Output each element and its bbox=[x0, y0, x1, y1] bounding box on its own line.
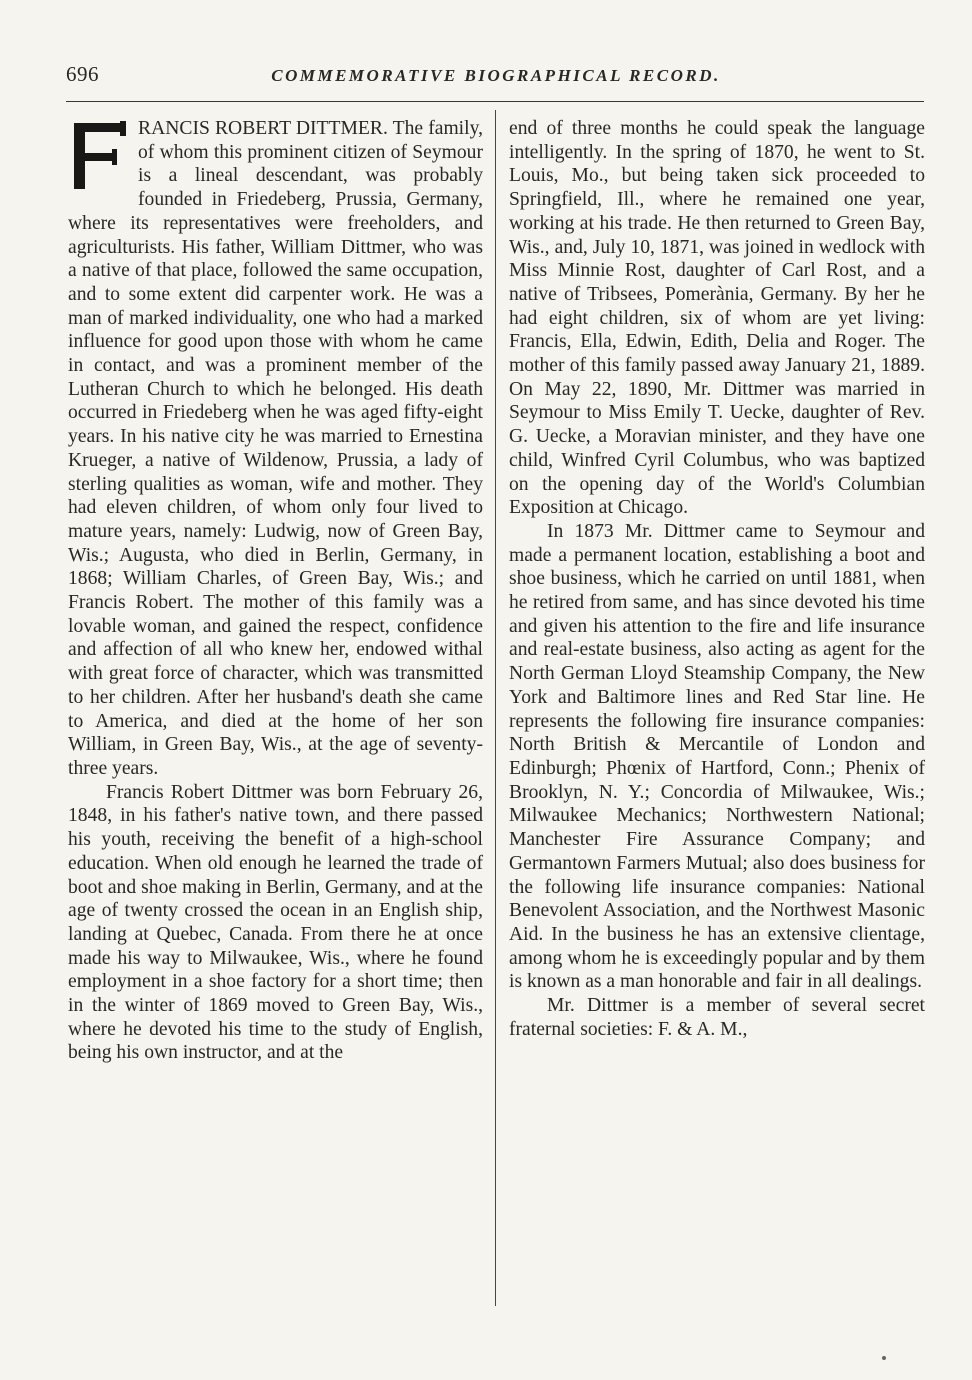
column-divider bbox=[495, 110, 496, 1306]
print-speck bbox=[882, 1356, 886, 1360]
drop-cap-f bbox=[68, 121, 128, 191]
running-head: COMMEMORATIVE BIOGRAPHICAL RECORD. bbox=[271, 66, 721, 85]
header-rule bbox=[66, 101, 924, 102]
paragraph-societies: Mr. Dittmer is a member of several secret fraternal societies: F. & A. M., bbox=[509, 995, 925, 1040]
paragraph-intro-text: RANCIS ROBERT DITTMER. The family, of whom this prominent citizen of Seymour is a lineal descendant, was probably founded in Friedeberg, Prussia, Germany, where its representatives were freeholders, and agriculturists. His father, William Dittmer, who was a native of that place, followed the same occupation, and to some extent did carpenter work. He was a man of marked individuality, one who had a marked influence for good upon those with whom he came in contact, and was a prominent member of the Lutheran Church to which he belonged. His death occurred in Friedeberg when he was aged fifty-eight years. In his native city he was married to Ernestina Krueger, a native of Wildenow, Prussia, a lady of sterling qualities as woman, wife and mother. They had eleven children, of whom only four lived to mature years, namely: Ludwig, now of Green Bay, Wis.; Augusta, who died in Berlin, Germany, in 1868; William Charles, of Green Bay, Wis.; and Francis Robert. The mother of this family was a lovable woman, and gained the respect, confidence and affection of all who knew her, endowed withal with great force of character, which was transmitted to her children. After her husband's death she came to America, and died at the home of her son William, in Green Bay, Wis., at the age of seventy-three years. bbox=[68, 118, 483, 779]
paragraph-intro bbox=[68, 117, 483, 781]
paragraph-business: In 1873 Mr. Dittmer came to Seymour and made a permanent location, establishing a boot and shoe business, which he carried on until 1881, when he retired from same, and has since devoted his time and given his attention to the fire and life insurance and real-estate business, also acting as agent for the North German Lloyd Steamship Company, the New York and Baltimore lines and Red Star line. He represents the following fire insurance companies: North British & Mercantile of London and Edinburgh; Phœnix of Hartford, Conn.; Phenix of Brooklyn, N. Y.; Concordia of Milwaukee, Wis.; Milwaukee Mechanics; Northwestern National; Manchester Fire Assurance Company; and Germantown Farmers Mutual; also does business for the following life insurance companies: National Benevolent Association, and the Northwest Masonic Aid. In the business he has an extensive clientage, among whom he is exceedingly popular and by them is known as a man honorable and fair in all dealings. bbox=[509, 520, 925, 993]
paragraph-birth: Francis Robert Dittmer was born February 26, 1848, in his father's native town, and there passed his youth, receiving the benefit of a high-school education. When old enough he learned the trade of boot and shoe making in Berlin, Germany, and at the age of twenty crossed the ocean in an English ship, landing at Quebec, Canada. From there he at once made his way to Milwaukee, Wis., where he found employment in a shoe factory for a short time; then in the winter of 1869 moved to Green Bay, Wis., where he devoted his time to the study of English, being his own instructor, and at the bbox=[68, 781, 483, 1064]
right-column bbox=[509, 117, 925, 1041]
page-header bbox=[66, 62, 926, 92]
left-column bbox=[68, 117, 483, 1065]
paragraph-continuation: end of three months he could speak the language intelligently. In the spring of 1870, he went to St. Louis, Mo., but being taken sick proceeded to Springfield, Ill., where he remained one year, working at his trade. He then returned to Green Bay, Wis., and, July 10, 1871, was joined in wedlock with Miss Minnie Rost, daughter of Carl Rost, and a native of Tribsees, Pomerània, Germany. By her he had eight children, six of whom are yet living: Francis, Ella, Edwin, Edith, Delia and Roger. The mother of this family passed away January 21, 1889. On May 22, 1890, Mr. Dittmer was married in Seymour to Miss Emily T. Uecke, daughter of Rev. G. Uecke, a Moravian minister, and they have one child, Winfred Cyril Columbus, who was baptized on the opening day of the World's Columbian Exposition at Chicago. bbox=[509, 118, 925, 519]
page-number: 696 bbox=[66, 62, 99, 86]
